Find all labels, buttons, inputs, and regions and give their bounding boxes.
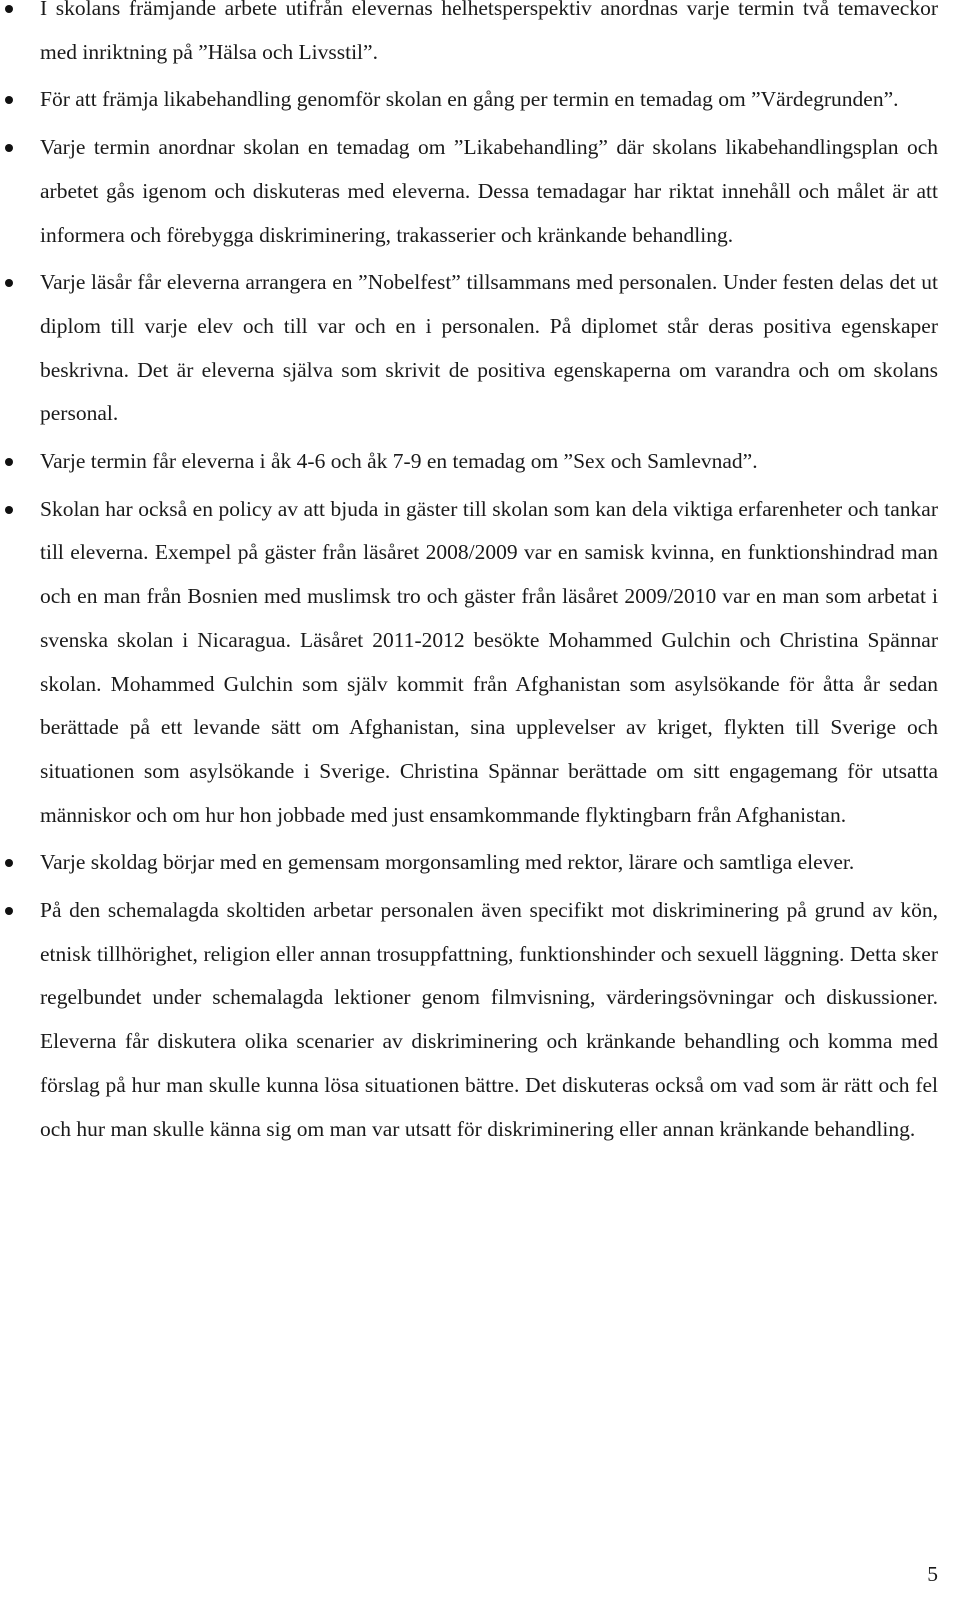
bullet-icon xyxy=(5,96,13,104)
list-item xyxy=(40,261,938,436)
bullet-icon xyxy=(5,279,13,287)
list-item xyxy=(40,78,938,122)
list-item-text: Varje termin anordnar skolan en temadag om ”Likabehandling” där skolans likabehandlingsplan och arbetet gås igenom och diskuteras med eleverna. Dessa temadagar har riktat innehåll och målet är att informera och förebygga diskriminering, trakasserier och kränkande behandling. xyxy=(40,135,938,247)
list-item-text: Varje skoldag börjar med en gemensam morgonsamling med rektor, lärare och samtliga elever. xyxy=(40,850,855,875)
list-item-text: I skolans främjande arbete utifrån elevernas helhetsperspektiv anordnas varje termin två temaveckor med inriktning på ”Hälsa och Livsstil”. xyxy=(40,0,938,64)
bullet-icon xyxy=(5,506,13,514)
bullet-list xyxy=(40,0,938,1155)
bullet-icon xyxy=(5,458,13,466)
list-item-text: På den schemalagda skoltiden arbetar personalen även specifikt mot diskriminering på grund av kön, etnisk tillhörighet, religion eller annan trosuppfattning, funktionshinder och sexuell läggning. Detta sker regelbundet under schemalagda lektioner genom filmvisning, värderingsövningar och diskussioner. Eleverna får diskutera olika scenarier av diskriminering och kränkande behandling och komma med förslag på hur man skulle kunna lösa situationen bättre. Det diskuteras också om vad som är rätt och fel och hur man skulle känna sig om man var utsatt för diskriminering eller annan kränkande behandling. xyxy=(40,898,938,1141)
list-item xyxy=(40,841,938,885)
list-item-text: För att främja likabehandling genomför skolan en gång per termin en temadag om ”Värdegrunden”. xyxy=(40,87,899,112)
bullet-icon xyxy=(5,907,13,915)
bullet-icon xyxy=(5,859,13,867)
list-item-text: Varje termin får eleverna i åk 4-6 och åk 7-9 en temadag om ”Sex och Samlevnad”. xyxy=(40,449,758,474)
list-item-text: Skolan har också en policy av att bjuda in gäster till skolan som kan dela viktiga erfarenheter och tankar till eleverna. Exempel på gäster från läsåret 2008/2009 var en samisk kvinna, en funktionshindrad man och en man från Bosnien med muslimsk tro och gäster från läsåret 2009/2010 var en man som arbetat i svenska skolan i Nicaragua. Läsåret 2011-2012 besökte Mohammed Gulchin och Christina Spännar skolan. Mohammed Gulchin som själv kommit från Afghanistan som asylsökande för åtta år sedan berättade på ett levande sätt om Afghanistan, sina upplevelser av kriget, flykten till Sverige och situationen som asylsökande i Sverige. Christina Spännar berättade om sitt engagemang för utsatta människor och om hur hon jobbade med just ensamkommande flyktingbarn från Afghanistan. xyxy=(40,496,938,827)
list-item xyxy=(40,488,938,838)
page-number: 5 xyxy=(927,1562,938,1586)
list-item-text: Varje läsår får eleverna arrangera en ”Nobelfest” tillsammans med personalen. Under festen delas det ut diplom till varje elev och till var och en i personalen. På diplomet står deras positiva egenskaper beskrivna. Det är eleverna själva som skrivit de positiva egenskaperna om varandra och om skolans personal. xyxy=(40,270,938,426)
bullet-icon xyxy=(5,5,13,13)
list-item xyxy=(40,889,938,1151)
list-item xyxy=(40,440,938,484)
bullet-icon xyxy=(5,144,13,152)
list-item xyxy=(40,0,938,74)
list-item xyxy=(40,126,938,257)
